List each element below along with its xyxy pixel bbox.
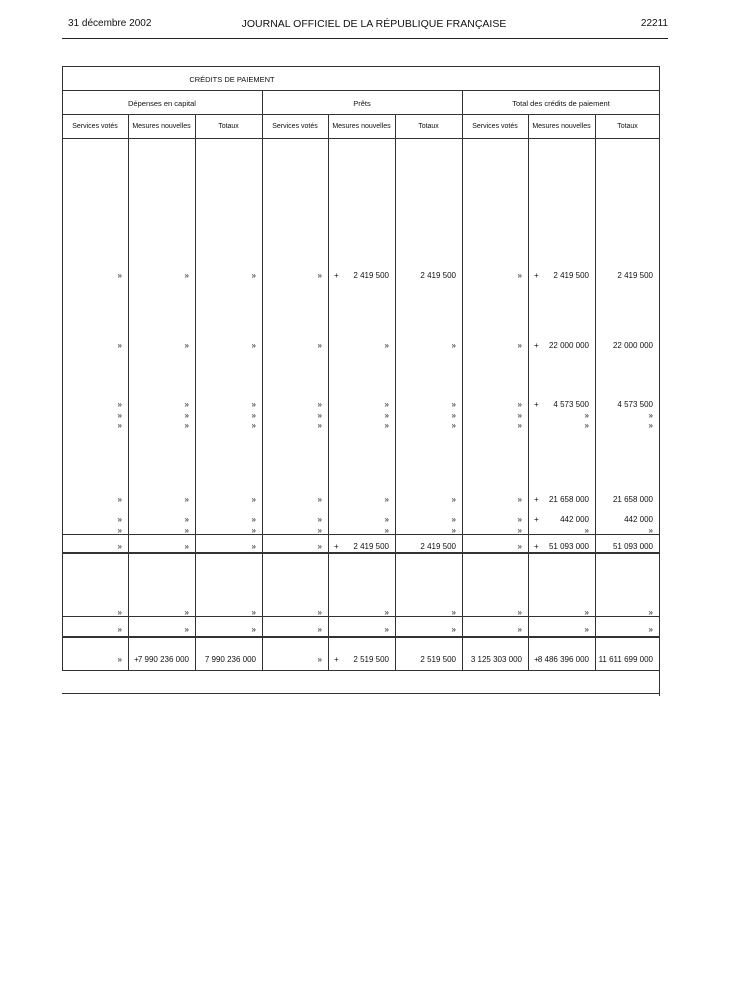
table-cell: » <box>584 411 589 420</box>
table-cell: 4 573 500 <box>617 400 653 409</box>
sign-marker: + <box>534 542 539 551</box>
table-cell: » <box>317 341 322 350</box>
table-cell: 7 990 236 000 <box>137 655 189 664</box>
table-cell: » <box>251 515 256 524</box>
table-cell: » <box>117 515 122 524</box>
table-cell: » <box>451 625 456 634</box>
table-cell: » <box>251 411 256 420</box>
group-header-prets: Prêts <box>353 99 371 108</box>
table-cell: » <box>317 655 322 664</box>
sign-marker: + <box>134 655 139 664</box>
table-cell: » <box>251 542 256 551</box>
table-cell: » <box>648 421 653 430</box>
table-column-rule <box>528 114 529 671</box>
table-cell: 2 519 500 <box>420 655 456 664</box>
table-cell: » <box>117 526 122 535</box>
table-cell: » <box>584 421 589 430</box>
table-rule <box>62 636 659 638</box>
table-cell: 2 419 500 <box>353 542 389 551</box>
table-cell: » <box>317 608 322 617</box>
subheader-totaux: Totaux <box>617 123 638 130</box>
table-cell: 51 093 000 <box>548 542 589 551</box>
subheader-totaux: Totaux <box>218 123 239 130</box>
table-cell: » <box>184 400 189 409</box>
table-cell: » <box>451 608 456 617</box>
table-cell: 2 419 500 <box>553 271 589 280</box>
page-number: 22211 <box>640 18 668 29</box>
header-date: 31 décembre 2002 <box>68 18 152 29</box>
table-cell: » <box>317 411 322 420</box>
table-column-rule <box>262 90 263 671</box>
table-cell: » <box>384 526 389 535</box>
subheader-services-votes: Services votés <box>472 123 518 130</box>
table-column-rule <box>659 66 660 696</box>
table-cell: » <box>451 495 456 504</box>
sign-marker: + <box>534 655 539 664</box>
table-column-rule <box>328 114 329 671</box>
table-cell: 22 000 000 <box>548 341 589 350</box>
table-cell: » <box>317 625 322 634</box>
table-cell: » <box>648 608 653 617</box>
subheader-mesures-nouvelles: Mesures nouvelles <box>532 123 591 130</box>
table-cell: » <box>251 495 256 504</box>
table-column-rule <box>595 114 596 671</box>
table-cell: » <box>384 495 389 504</box>
sign-marker: + <box>534 495 539 504</box>
table-cell: » <box>317 495 322 504</box>
table-rule <box>62 616 659 617</box>
table-cell: » <box>648 625 653 634</box>
table-column-rule <box>395 114 396 671</box>
table-cell: » <box>451 341 456 350</box>
table-cell: » <box>648 526 653 535</box>
table-cell: 2 419 500 <box>420 271 456 280</box>
table-cell: » <box>384 411 389 420</box>
table-cell: » <box>251 526 256 535</box>
table-column-rule <box>128 114 129 671</box>
table-cell: » <box>117 341 122 350</box>
table-cell: » <box>648 411 653 420</box>
table-cell: » <box>517 515 522 524</box>
table-cell: » <box>317 400 322 409</box>
table-cell: » <box>517 608 522 617</box>
sign-marker: + <box>534 400 539 409</box>
table-cell: » <box>251 625 256 634</box>
table-cell: 442 000 <box>560 515 589 524</box>
sign-marker: + <box>534 271 539 280</box>
table-cell: » <box>384 400 389 409</box>
table-cell: » <box>117 411 122 420</box>
table-column-rule <box>195 114 196 671</box>
table-cell: 2 419 500 <box>353 271 389 280</box>
table-caption: CRÉDITS DE PAIEMENT <box>189 75 275 84</box>
sign-marker: + <box>334 655 339 664</box>
table-cell: » <box>184 421 189 430</box>
table-rule <box>62 66 659 67</box>
table-cell: » <box>451 411 456 420</box>
subheader-services-votes: Services votés <box>272 123 318 130</box>
table-cell: » <box>384 608 389 617</box>
table-cell: » <box>317 271 322 280</box>
header-title: JOURNAL OFFICIEL DE LA RÉPUBLIQUE FRANÇAISE <box>241 18 507 30</box>
table-cell: » <box>517 526 522 535</box>
table-cell: » <box>251 400 256 409</box>
table-cell: » <box>184 526 189 535</box>
table-cell: » <box>184 515 189 524</box>
table-rule <box>62 114 659 115</box>
table-cell: » <box>184 625 189 634</box>
subheader-services-votes: Services votés <box>72 123 118 130</box>
table-cell: 2 519 500 <box>353 655 389 664</box>
table-cell: » <box>184 411 189 420</box>
table-cell: 3 125 303 000 <box>470 655 522 664</box>
table-cell: » <box>184 542 189 551</box>
table-cell: 442 000 <box>624 515 653 524</box>
table-cell: » <box>517 542 522 551</box>
table-cell: » <box>584 526 589 535</box>
table-cell: 51 093 000 <box>612 542 653 551</box>
sign-marker: + <box>334 542 339 551</box>
table-cell: » <box>317 526 322 535</box>
table-cell: » <box>384 421 389 430</box>
table-cell: 21 658 000 <box>612 495 653 504</box>
table-cell: » <box>184 271 189 280</box>
table-cell: » <box>584 608 589 617</box>
table-cell: » <box>117 421 122 430</box>
table-cell: » <box>251 341 256 350</box>
table-cell: » <box>317 515 322 524</box>
table-cell: » <box>184 341 189 350</box>
table-cell: » <box>384 625 389 634</box>
table-cell: 4 573 500 <box>553 400 589 409</box>
table-cell: » <box>251 608 256 617</box>
table-cell: 7 990 236 000 <box>204 655 256 664</box>
table-cell: » <box>384 341 389 350</box>
group-header-total: Total des crédits de paiement <box>512 99 610 108</box>
table-cell: » <box>251 421 256 430</box>
table-column-rule <box>62 66 63 671</box>
subheader-mesures-nouvelles: Mesures nouvelles <box>332 123 391 130</box>
header-rule <box>62 38 668 39</box>
subheader-totaux: Totaux <box>418 123 439 130</box>
table-rule <box>62 693 659 694</box>
table-column-rule <box>462 90 463 671</box>
table-cell: » <box>517 271 522 280</box>
table-cell: » <box>451 526 456 535</box>
credits-table <box>62 66 659 696</box>
group-header-depenses: Dépenses en capital <box>128 99 196 108</box>
table-cell: » <box>117 271 122 280</box>
table-rule <box>62 552 659 554</box>
table-cell: 2 419 500 <box>617 271 653 280</box>
table-cell: » <box>517 625 522 634</box>
table-cell: » <box>184 608 189 617</box>
table-cell: » <box>384 515 389 524</box>
table-cell: » <box>517 495 522 504</box>
table-cell: » <box>117 608 122 617</box>
table-cell: » <box>251 271 256 280</box>
table-cell: » <box>184 495 189 504</box>
table-rule <box>62 534 659 535</box>
table-cell: » <box>451 400 456 409</box>
table-cell: 21 658 000 <box>548 495 589 504</box>
table-cell: » <box>317 542 322 551</box>
sign-marker: + <box>534 515 539 524</box>
table-cell: » <box>117 542 122 551</box>
table-rule <box>62 670 659 671</box>
table-cell: 22 000 000 <box>612 341 653 350</box>
table-cell: » <box>517 400 522 409</box>
sign-marker: + <box>334 271 339 280</box>
sign-marker: + <box>534 341 539 350</box>
table-cell: » <box>517 411 522 420</box>
subheader-mesures-nouvelles: Mesures nouvelles <box>132 123 191 130</box>
table-cell: » <box>451 421 456 430</box>
table-cell: » <box>317 421 322 430</box>
table-cell: 8 486 396 000 <box>537 655 589 664</box>
table-cell: » <box>517 421 522 430</box>
table-cell: 11 611 699 000 <box>598 655 653 664</box>
table-cell: » <box>117 400 122 409</box>
table-cell: » <box>117 625 122 634</box>
table-cell: » <box>117 495 122 504</box>
table-cell: 2 419 500 <box>420 542 456 551</box>
table-cell: » <box>584 625 589 634</box>
table-rule <box>62 90 659 91</box>
table-cell: » <box>117 655 122 664</box>
table-cell: » <box>517 341 522 350</box>
table-rule <box>62 138 659 139</box>
table-cell: » <box>451 515 456 524</box>
